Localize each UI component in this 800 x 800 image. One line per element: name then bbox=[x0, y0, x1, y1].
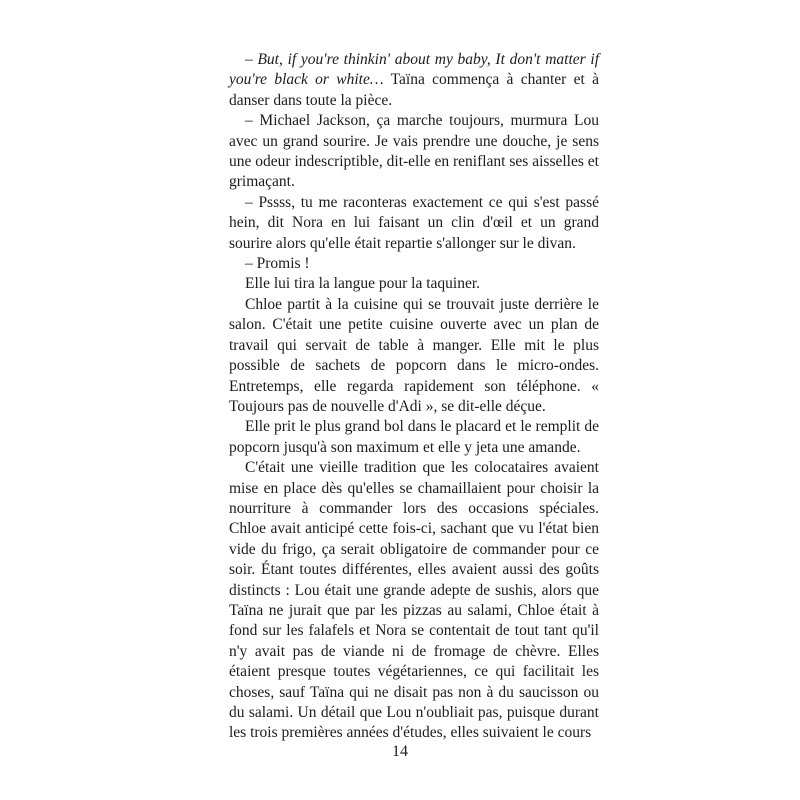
page-number: 14 bbox=[392, 743, 408, 760]
paragraph-7: Elle prit le plus grand bol dans le placard et le remplit de popcorn jusqu'à son maximum et elle y jeta une amande. bbox=[229, 418, 599, 456]
song-lyric: – But, if you're thinkin' about my baby, It don't matter if you're black or white… bbox=[229, 51, 599, 89]
paragraph-1 bbox=[229, 50, 599, 111]
paragraph-8: C'était une vieille tradition que les colocataires avaient mise en place dès qu'elles se chamaillaient pour choisir la nourriture à commander lors des occasions spéciales. Chloe avait anticipé cette fois-ci, sachant que vu l'état bien vide du frigo, ça serait obligatoire de commander pour ce soir. Étant toutes différentes, elles avaient aussi des goûts distincts : Lou était une grande adepte de sushis, alors que Taïna ne jurait que par les pizzas au salami, Chloe était à fond sur les falafels et Nora se contentait de tout tant qu'il n'y avait pas de viande ni de fromage de chèvre. Elles étaient presque toutes végétariennes, ce qui facilitait les choses, sauf Taïna qui ne disait pas non à du saucisson ou du salami. Un détail que Lou n'oubliait pas, puisque durant les trois premières années d'études, elles suivaient le cours bbox=[229, 459, 599, 742]
paragraph-3: – Pssss, tu me raconteras exactement ce qui s'est passé hein, dit Nora en lui faisant un clin d'œil et un grand sourire alors qu'elle était repartie s'allonger sur le divan. bbox=[229, 193, 599, 252]
paragraph-2: – Michael Jackson, ça marche toujours, murmura Lou avec un grand sourire. Je vais prendre une douche, je sens une odeur indescriptible, dit-elle en reniflant ses aisselles et grimaçant. bbox=[229, 112, 599, 191]
paragraph-6: Chloe partit à la cuisine qui se trouvait juste derrière le salon. C'était une petite cuisine ouverte avec un plan de travail qui servait de table à manger. Elle mit le plus possible de sachets de popcorn dans le micro-ondes. Entretemps, elle regarda rapidement son téléphone. « Toujours pas de nouvelle d'Adi », se dit-elle déçue. bbox=[229, 295, 599, 415]
paragraph-5: Elle lui tira la langue pour la taquiner. bbox=[245, 275, 481, 293]
body-text bbox=[229, 50, 599, 744]
paragraph-4: – Promis ! bbox=[245, 255, 310, 273]
paragraph-text: Taïna commença à chanter et à danser dans toute la pièce. bbox=[229, 71, 599, 109]
